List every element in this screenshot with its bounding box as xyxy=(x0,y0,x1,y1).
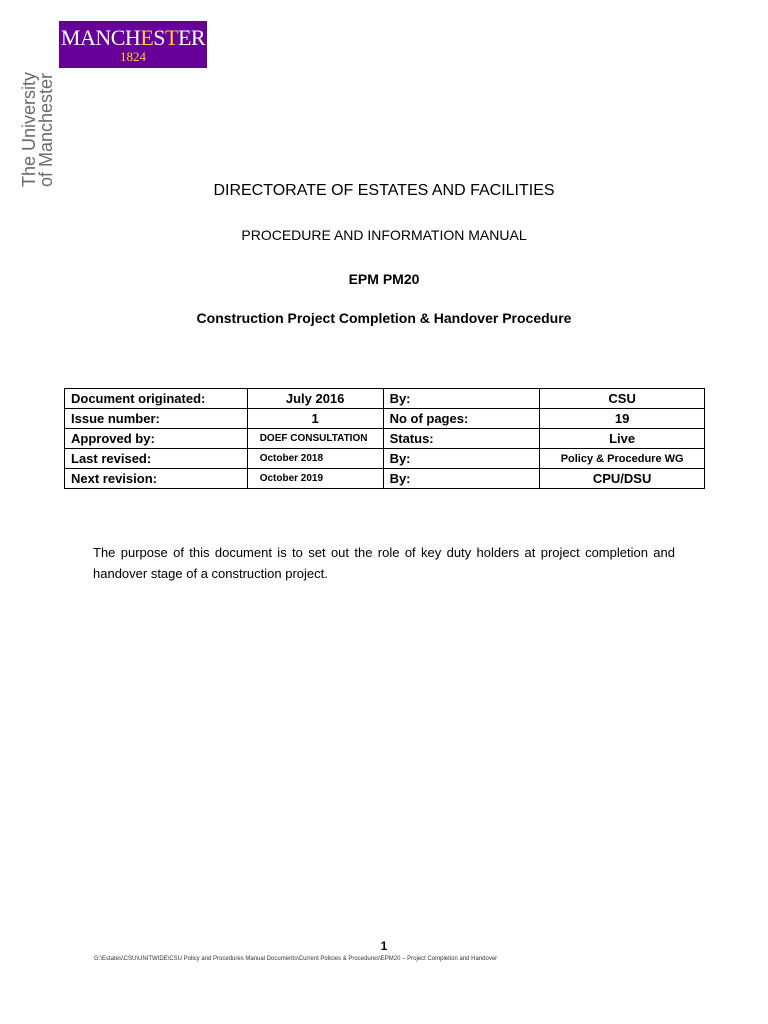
table-row: Last revised: October 2018 By: Policy & Procedure WG xyxy=(65,449,705,469)
university-name-vertical: The University of Manchester xyxy=(19,71,56,187)
page-number: 1 xyxy=(380,939,388,953)
document-info-table xyxy=(64,388,705,489)
footer-file-path: G:\Estates\CSU\UNITWIDE\CSU Policy and Procedures Manual Documents\Current Policies & Procedures\EPM20 – Project Completion and Handover xyxy=(94,956,498,962)
directorate-heading: DIRECTORATE OF ESTATES AND FACILITIES xyxy=(213,182,555,199)
manual-heading: PROCEDURE AND INFORMATION MANUAL xyxy=(241,227,527,243)
table-row: Issue number: 1 No of pages: 19 xyxy=(65,409,705,429)
table-row: Approved by: DOEF CONSULTATION Status: Live xyxy=(65,429,705,449)
logo-year: 1824 xyxy=(120,49,146,64)
table-row: Next revision: October 2019 By: CPU/DSU xyxy=(65,469,705,489)
document-title: Construction Project Completion & Handover Procedure xyxy=(196,310,572,326)
logo-wordmark: MANCHESTER xyxy=(60,25,206,50)
university-logo xyxy=(59,21,207,68)
table-row: Document originated: July 2016 By: CSU xyxy=(65,389,705,409)
document-code: EPM PM20 xyxy=(348,271,420,287)
purpose-paragraph: The purpose of this document is to set out the role of key duty holders at project completion and handover stage of a construction project. xyxy=(93,545,675,581)
